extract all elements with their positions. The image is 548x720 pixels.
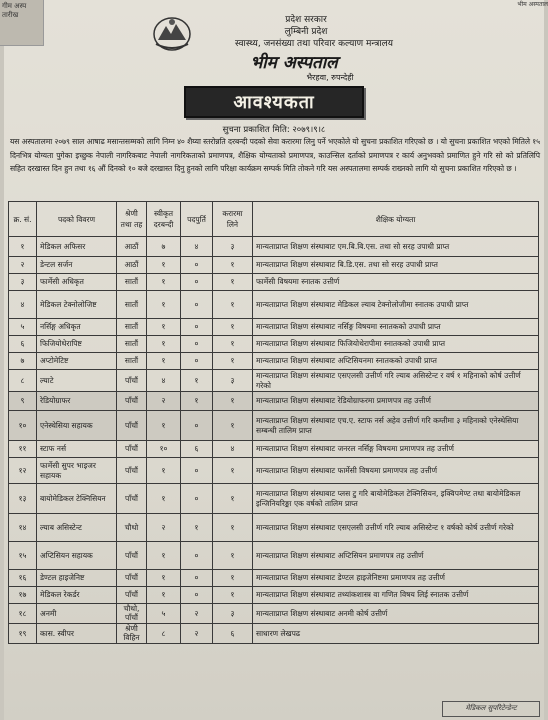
- cell-qualification: मान्यताप्राप्त शिक्षण संस्थाबाट जनरल नर्सिङ्ग विषयमा प्रमाणपत्र तह उत्तीर्ण: [253, 441, 539, 458]
- cell-approved: १: [147, 257, 181, 274]
- col-header-post: पदको विवरण: [37, 202, 117, 237]
- table-row: [9, 587, 539, 604]
- cell-filled: १: [181, 370, 213, 392]
- cell-serial: १२: [9, 458, 37, 484]
- cell-level: सातौं: [117, 353, 147, 370]
- table-row: [9, 441, 539, 458]
- cell-contract: ३: [213, 370, 253, 392]
- cell-qualification: मान्यताप्राप्त शिक्षण संस्थाबाट प्लस टु गरि बायोमेडिकल टेक्निसियन, इक्विपमेण्ट तथा बायोमेडिकल इन्जिनियरिङ्मा एक वर्षको तालिम प्राप्त: [253, 484, 539, 514]
- cell-serial: १७: [9, 587, 37, 604]
- cell-approved: ७: [147, 237, 181, 257]
- cell-qualification: मान्यताप्राप्त शिक्षण संस्थाबाट अप्टिसियनमा स्नातकको उपाधी प्राप्त: [253, 353, 539, 370]
- cell-contract: १: [213, 587, 253, 604]
- col-header-serial: क्र. सं.: [9, 202, 37, 237]
- cell-post: फार्मेसी अधिकृत: [37, 274, 117, 291]
- vacancy-banner: [184, 86, 364, 118]
- cell-filled: ०: [181, 542, 213, 570]
- table-row: [9, 604, 539, 624]
- cell-approved: १: [147, 336, 181, 353]
- cell-contract: १: [213, 542, 253, 570]
- cell-contract: १: [213, 353, 253, 370]
- hospital-location: भैरहवा, रुपन्देही: [306, 73, 354, 82]
- cell-contract: १: [213, 336, 253, 353]
- cell-level: पाँचौं: [117, 370, 147, 392]
- vacancy-table: [8, 201, 539, 644]
- cell-approved: १: [147, 542, 181, 570]
- cell-approved: १०: [147, 441, 181, 458]
- cell-level: सातौं: [117, 319, 147, 336]
- cell-level: चौथो: [117, 514, 147, 542]
- cell-filled: ०: [181, 570, 213, 587]
- cell-qualification: मान्यताप्राप्त शिक्षण संस्थाबाट रेडियोग्राफरमा प्रमाणपत्र तह उत्तीर्ण: [253, 392, 539, 411]
- cell-qualification: साधारण लेखपढ: [253, 623, 539, 643]
- cell-serial: ५: [9, 319, 37, 336]
- cell-post: मेडिकल अफिसर: [37, 237, 117, 257]
- cell-approved: १: [147, 411, 181, 441]
- intro-text: यस अस्पतालमा २०७९ साल आषाढ मसान्तसम्मको लागि निम्न ४० शैय्या स्तरोन्नति दरबन्दी पदको सेवा करारमा लिनु पर्ने भएकोले यो सुचना प्रकाशित गरिएको छ । यो सुचना प्रकाशित भएको मितिले १५ दिनभित्र योग्यता पुगेका इच्छुक नेपाली नागरिकबाट नेपाली नागरिकताको प्रमाणपत्र, शैक्षिक योग्यताको प्रमाणपत्र, काउन्सिल दर्ताको प्रमाणपत्र र कार्य अनुभवको प्रमाणित हुने गरि सो को प्रतिलिपि सहित दरखास्त दिन हुन तथा १६ औं दिनको १० बजे दरखास्त दिनु हुनको लागि परिक्षा कार्यक्रम सम्पर्क मिति तोकने गरि यस अस्पतालमा सम्पर्क राख्नको लागि यो सुचना प्रकाशित गरिएको छ ।: [10, 137, 540, 174]
- cell-qualification: मान्यताप्राप्त शिक्षण संस्थाबाट एच.ए. स्टाफ नर्स अहेव उत्तीर्ण गरि कम्तीमा ३ महिनाको एनेस्थेसिया सम्बन्धी तालिम प्राप्त: [253, 411, 539, 441]
- cell-qualification: मान्यताप्राप्त शिक्षण संस्थाबाट एसएलसी उत्तीर्ण गरि ल्याब असिस्टेन्ट र वर्ष १ महिनाको कोर्ष उत्तीर्ण गरेको: [253, 370, 539, 392]
- cell-contract: १: [213, 514, 253, 542]
- cell-contract: ४: [213, 441, 253, 458]
- intro-paragraph: [10, 135, 540, 176]
- cell-post: ल्याटे: [37, 370, 117, 392]
- cell-approved: २: [147, 392, 181, 411]
- signature-stamp: मेडिकल सुपरिटेन्डेन्ट: [442, 701, 540, 717]
- cell-qualification: फार्मेसी विषयमा स्नातक उत्तीर्ण: [253, 274, 539, 291]
- cell-approved: १: [147, 484, 181, 514]
- cell-post: अप्टोमेटिष्ट: [37, 353, 117, 370]
- table-row: [9, 319, 539, 336]
- cell-serial: १९: [9, 623, 37, 643]
- cell-post: फार्मेसी सुपर भाइजर सहायक: [37, 458, 117, 484]
- cell-contract: १: [213, 458, 253, 484]
- cell-filled: ६: [181, 441, 213, 458]
- col-header-approved: स्वीकृत दरबन्दी: [147, 202, 181, 237]
- table-row: [9, 336, 539, 353]
- table-row: [9, 411, 539, 441]
- table-row: [9, 458, 539, 484]
- table-row: [9, 392, 539, 411]
- cell-serial: १८: [9, 604, 37, 624]
- col-header-contract: करारमा लिने: [213, 202, 253, 237]
- cell-serial: १०: [9, 411, 37, 441]
- cell-contract: १: [213, 411, 253, 441]
- cell-qualification: मान्यताप्राप्त शिक्षण संस्थाबाट नर्सिङ्ग विषयमा स्नातकको उपाधी प्राप्त: [253, 319, 539, 336]
- cell-contract: १: [213, 257, 253, 274]
- cell-post: एनेस्थेसिया सहायक: [37, 411, 117, 441]
- table-row: [9, 353, 539, 370]
- cell-level: आठौं: [117, 257, 147, 274]
- cell-filled: ०: [181, 411, 213, 441]
- cell-filled: १: [181, 514, 213, 542]
- cell-qualification: मान्यताप्राप्त शिक्षण संस्थाबाट डेण्टल हाइजेनिष्टमा प्रमाणपत्र तह उत्तीर्ण: [253, 570, 539, 587]
- cell-qualification: मान्यताप्राप्त शिक्षण संस्थाबाट एम.बि.बि.एस. तथा सो सरह उपाधी प्राप्त: [253, 237, 539, 257]
- cell-level: आठौं: [117, 237, 147, 257]
- cell-contract: १: [213, 291, 253, 319]
- col-header-filled: पदपुर्ति: [181, 202, 213, 237]
- cell-level: पाँचौं: [117, 587, 147, 604]
- cell-serial: १५: [9, 542, 37, 570]
- cell-serial: ११: [9, 441, 37, 458]
- cell-filled: ०: [181, 274, 213, 291]
- cell-filled: ०: [181, 257, 213, 274]
- table-row: [9, 291, 539, 319]
- vacancy-banner-text: आवश्यकता: [233, 92, 315, 113]
- cell-qualification: मान्यताप्राप्त शिक्षण संस्थाबाट फार्मेसी विषयमा प्रमाणपत्र तह उत्तीर्ण: [253, 458, 539, 484]
- cell-serial: ६: [9, 336, 37, 353]
- cell-serial: १३: [9, 484, 37, 514]
- cell-approved: १: [147, 353, 181, 370]
- header-ministry: स्वास्थ्य, जनसंख्या तथा परिवार कल्याण मन्त्रालय: [235, 39, 393, 49]
- cell-post: नर्सिङ्ग अधिकृत: [37, 319, 117, 336]
- adjacent-page-fragment-right: भीम अस्पताल: [517, 1, 548, 8]
- cell-serial: १४: [9, 514, 37, 542]
- cell-level: श्रेणी विहिन: [117, 623, 147, 643]
- cell-level: पाँचौं: [117, 542, 147, 570]
- cell-post: डेण्टल हाइजेनिष्ट: [37, 570, 117, 587]
- cell-filled: ४: [181, 237, 213, 257]
- cell-approved: ४: [147, 370, 181, 392]
- cell-serial: ४: [9, 291, 37, 319]
- table-row: [9, 484, 539, 514]
- cell-level: चौथो, पाँचौं: [117, 604, 147, 624]
- cell-level: पाँचौं: [117, 484, 147, 514]
- hospital-name: भीम अस्पताल: [250, 53, 338, 73]
- cell-qualification: मान्यताप्राप्त शिक्षण संस्थाबाट फिजियोथेरापीमा स्नातकको उपाधी प्राप्त: [253, 336, 539, 353]
- cell-approved: १: [147, 291, 181, 319]
- cell-level: सातौं: [117, 291, 147, 319]
- cell-approved: १: [147, 587, 181, 604]
- table-row: [9, 623, 539, 643]
- cell-qualification: मान्यताप्राप्त शिक्षण संस्थाबाट एसएलसी उत्तीर्ण गरि ल्याब असिस्टेन्ट १ वर्षको कोर्ष उत्तीर्ण गरेको: [253, 514, 539, 542]
- table-row: [9, 542, 539, 570]
- cell-contract: १: [213, 319, 253, 336]
- header-province: लुम्बिनी प्रदेश: [284, 27, 328, 37]
- cell-approved: ५: [147, 604, 181, 624]
- cell-contract: १: [213, 274, 253, 291]
- col-header-level: श्रेणी तथा तह: [117, 202, 147, 237]
- table-body: [9, 237, 539, 644]
- cell-contract: १: [213, 484, 253, 514]
- table-row: [9, 274, 539, 291]
- cell-contract: १: [213, 392, 253, 411]
- cell-filled: ०: [181, 353, 213, 370]
- cell-serial: ९: [9, 392, 37, 411]
- cell-filled: ०: [181, 484, 213, 514]
- cell-level: पाँचौं: [117, 458, 147, 484]
- cell-filled: ०: [181, 291, 213, 319]
- cell-approved: १: [147, 458, 181, 484]
- cell-post: ल्याब असिस्टेन्ट: [37, 514, 117, 542]
- table-row: [9, 237, 539, 257]
- cell-contract: १: [213, 570, 253, 587]
- table-row: [9, 257, 539, 274]
- cell-filled: १: [181, 392, 213, 411]
- cell-post: रेडियोग्राफर: [37, 392, 117, 411]
- table-row: [9, 514, 539, 542]
- cell-level: पाँचौं: [117, 570, 147, 587]
- cell-post: डेन्टल सर्जन: [37, 257, 117, 274]
- cell-level: पाँचौं: [117, 411, 147, 441]
- cell-contract: ६: [213, 623, 253, 643]
- cell-qualification: मान्यताप्राप्त शिक्षण संस्थाबाट अनमी कोर्ष उत्तीर्ण: [253, 604, 539, 624]
- cell-post: स्टाफ नर्स: [37, 441, 117, 458]
- cell-serial: ३: [9, 274, 37, 291]
- cell-filled: ०: [181, 587, 213, 604]
- notice-date: सुचना प्रकाशित मिति: २०७९।९।८: [222, 125, 326, 135]
- cell-serial: २: [9, 257, 37, 274]
- cell-post: बायोमेडिकल टेक्निसियन: [37, 484, 117, 514]
- cell-approved: ८: [147, 623, 181, 643]
- cell-serial: १६: [9, 570, 37, 587]
- cell-post: मेडिकल रेकर्डर: [37, 587, 117, 604]
- cell-qualification: मान्यताप्राप्त शिक्षण संस्थाबाट बि.डि.एस. तथा सो सरह उपाधी प्राप्त: [253, 257, 539, 274]
- cell-filled: २: [181, 604, 213, 624]
- cell-level: पाँचौं: [117, 392, 147, 411]
- cell-level: सातौं: [117, 274, 147, 291]
- cell-contract: ३: [213, 604, 253, 624]
- cell-post: कास. स्वीपर: [37, 623, 117, 643]
- cell-level: पाँचौं: [117, 441, 147, 458]
- cell-approved: १: [147, 570, 181, 587]
- cell-filled: २: [181, 623, 213, 643]
- cell-post: अनमी: [37, 604, 117, 624]
- cell-qualification: मान्यताप्राप्त शिक्षण संस्थाबाट अप्टिसियन प्रमाणपत्र तह उत्तीर्ण: [253, 542, 539, 570]
- table-row: [9, 570, 539, 587]
- cell-filled: ०: [181, 458, 213, 484]
- cell-post: मेडिकल टेक्नोलोजिष्ट: [37, 291, 117, 319]
- adjacent-page-fragment: गीम अस्प तारीख: [0, 0, 44, 46]
- cell-serial: ७: [9, 353, 37, 370]
- col-header-qualification: शैक्षिक योग्यता: [253, 202, 539, 237]
- table-header-row: [9, 202, 539, 237]
- cell-contract: ३: [213, 237, 253, 257]
- cell-qualification: मान्यताप्राप्त शिक्षण संस्थाबाट मेडिकल ल्याब टेक्नोलोजीमा स्नातक उपाधी प्राप्त: [253, 291, 539, 319]
- header-government: प्रदेश सरकार: [285, 15, 327, 25]
- cell-post: अप्टिसियन सहायक: [37, 542, 117, 570]
- cell-serial: १: [9, 237, 37, 257]
- cell-approved: २: [147, 514, 181, 542]
- cell-filled: ०: [181, 319, 213, 336]
- cell-qualification: मान्यताप्राप्त शिक्षण संस्थाबाट तथ्यांकशास्त्र वा गणित विषय लिई स्नातक उत्तीर्ण: [253, 587, 539, 604]
- cell-filled: ०: [181, 336, 213, 353]
- table-row: [9, 370, 539, 392]
- cell-serial: ८: [9, 370, 37, 392]
- cell-level: सातौं: [117, 336, 147, 353]
- cell-approved: १: [147, 274, 181, 291]
- cell-post: फिजियोथेरापिष्ट: [37, 336, 117, 353]
- cell-approved: १: [147, 319, 181, 336]
